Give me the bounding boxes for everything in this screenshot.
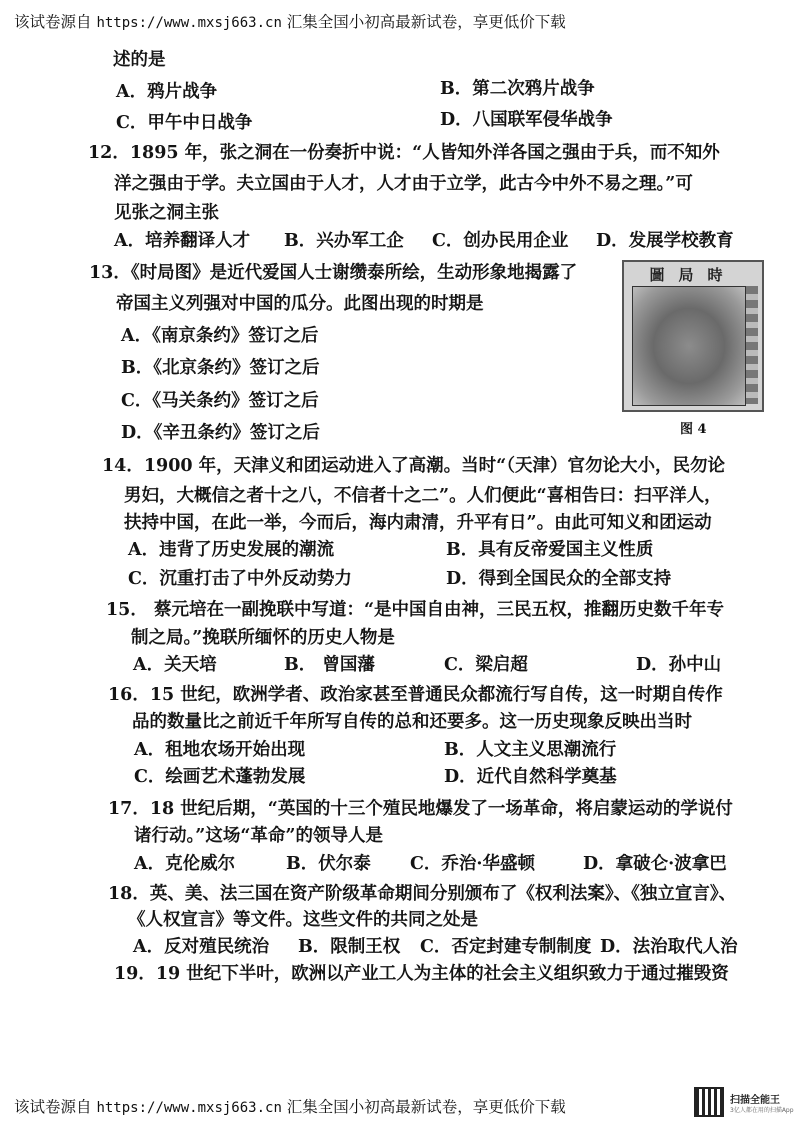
figure-title: 圖局時 [649,266,737,284]
q12-option-a: A．培养翻译人才 [114,231,251,251]
source-banner-top [14,10,566,32]
banner-suffix: 汇集全国小初高最新试卷，享更低价下载 [281,13,566,31]
q14-option-c: C．沉重打击了中外反动势力 [128,569,352,589]
q14-option-a: A．违背了历史发展的潮流 [128,540,335,560]
q14-option-d: D．得到全国民众的全部支持 [446,569,672,589]
q11-option-b: B．第二次鸦片战争 [440,79,595,99]
q17-line-2: 诸行动。”这场“革命”的领导人是 [134,826,383,846]
figure-side-text-strip [746,286,758,404]
q13-option-a: A．《南京条约》签订之后 [121,326,319,346]
q13-option-d: D．《辛丑条约》签订之后 [121,423,320,443]
q18-option-c: C．否定封建专制制度 [420,937,592,957]
q16-option-a: A．租地农场开始出现 [134,740,306,760]
q18-line-1: 18．英、美、法三国在资产阶级革命期间分别颁布了《权利法案》、《独立宣言》、 [108,884,737,904]
q14-line-3: 扶持中国，在此一举，今而后，海内肃清，升平有日”。由此可知义和团运动 [124,513,712,533]
shiju-map-figure [622,260,764,412]
q18-option-b: B．限制王权 [298,937,401,957]
banner-prefix: 该试卷源自 [14,1098,97,1116]
q11-option-a: A．鸦片战争 [116,82,218,102]
q18-line-2: 《人权宣言》等文件。这些文件的共同之处是 [128,910,478,930]
q19-line-1: 19．19 世纪下半叶，欧洲以产业工人为主体的社会主义组织致力于通过摧毁资 [114,964,729,984]
q17-option-d: D．拿破仑·波拿巴 [583,854,727,874]
q18-option-d: D．法治取代人治 [600,937,738,957]
banner-url: https://www.mxsj663.cn [96,15,282,31]
q11-stem-tail: 述的是 [113,50,166,70]
q12-line-1: 12．1895 年，张之洞在一份奏折中说：“人皆知外洋各国之强由于兵，而不知外 [88,143,720,163]
q14-line-1: 14．1900 年，天津义和团运动进入了高潮。当时“（天津）官勿论大小，民勿论 [102,456,725,476]
banner-suffix: 汇集全国小初高最新试卷，享更低价下载 [281,1098,566,1116]
q15-option-d: D．孙中山 [636,655,722,675]
q14-option-b: B．具有反帝爱国主义性质 [446,540,654,560]
q16-line-1: 16．15 世纪，欧洲学者、政治家甚至普通民众都流行写自传，这一时期自传作 [108,685,723,705]
q17-option-a: A．克伦威尔 [134,854,236,874]
q15-option-a: A．关天培 [133,655,217,675]
q13-option-c: C．《马关条约》签订之后 [121,391,319,411]
q11-option-d: D．八国联军侵华战争 [440,110,613,130]
q12-line-3: 见张之洞主张 [114,203,219,223]
q16-option-d: D．近代自然科学奠基 [444,767,617,787]
scanner-logo: 扫描全能王 [730,1095,780,1106]
q15-option-b: B． 曾国藩 [284,655,375,675]
q17-option-b: B．伏尔泰 [286,854,371,874]
figure-caption: 图 4 [680,422,707,437]
q12-line-2: 洋之强由于学。夫立国由于人才，人才由于立学，此古今中外不易之理。”可 [114,174,693,194]
scanner-watermark [694,1087,794,1119]
q16-option-c: C．绘画艺术蓬勃发展 [134,767,306,787]
q13-line-2: 帝国主义列强对中国的瓜分。此图出现的时期是 [116,294,484,314]
source-banner-bottom [14,1095,566,1117]
q12-option-d: D．发展学校教育 [596,231,734,251]
q16-option-b: B．人文主义思潮流行 [444,740,617,760]
q11-option-c: C．甲午中日战争 [116,113,253,133]
q13-line-1: 13．《时局图》是近代爱国人士谢缵泰所绘，生动形象地揭露了 [89,263,578,283]
q14-line-2: 男妇，大概信之者十之八，不信者十之二”。人们便此“喜相告曰：扫平洋人， [124,486,722,506]
q18-option-a: A．反对殖民统治 [133,937,270,957]
q12-option-c: C．创办民用企业 [432,231,569,251]
q16-line-2: 品的数量比之前近千年所写自传的总和还要多。这一历史现象反映出当时 [132,712,692,732]
qr-code-icon [694,1087,724,1117]
scanner-sub: 3亿人都在用的扫描App [730,1107,794,1114]
figure-map-image [632,286,746,406]
q15-line-1: 15． 蔡元培在一副挽联中写道：“是中国自由神，三民五权，推翻历史数千年专 [106,600,725,620]
q12-option-b: B．兴办军工企 [284,231,404,251]
q13-option-b: B．《北京条约》签订之后 [121,358,320,378]
q15-option-c: C．梁启超 [444,655,528,675]
banner-url: https://www.mxsj663.cn [96,1100,282,1116]
q17-line-1: 17．18 世纪后期，“英国的十三个殖民地爆发了一场革命，将启蒙运动的学说付 [108,799,733,819]
q17-option-c: C．乔治·华盛顿 [410,854,536,874]
q15-line-2: 制之局。”挽联所缅怀的历史人物是 [131,628,395,648]
banner-prefix: 该试卷源自 [14,13,97,31]
